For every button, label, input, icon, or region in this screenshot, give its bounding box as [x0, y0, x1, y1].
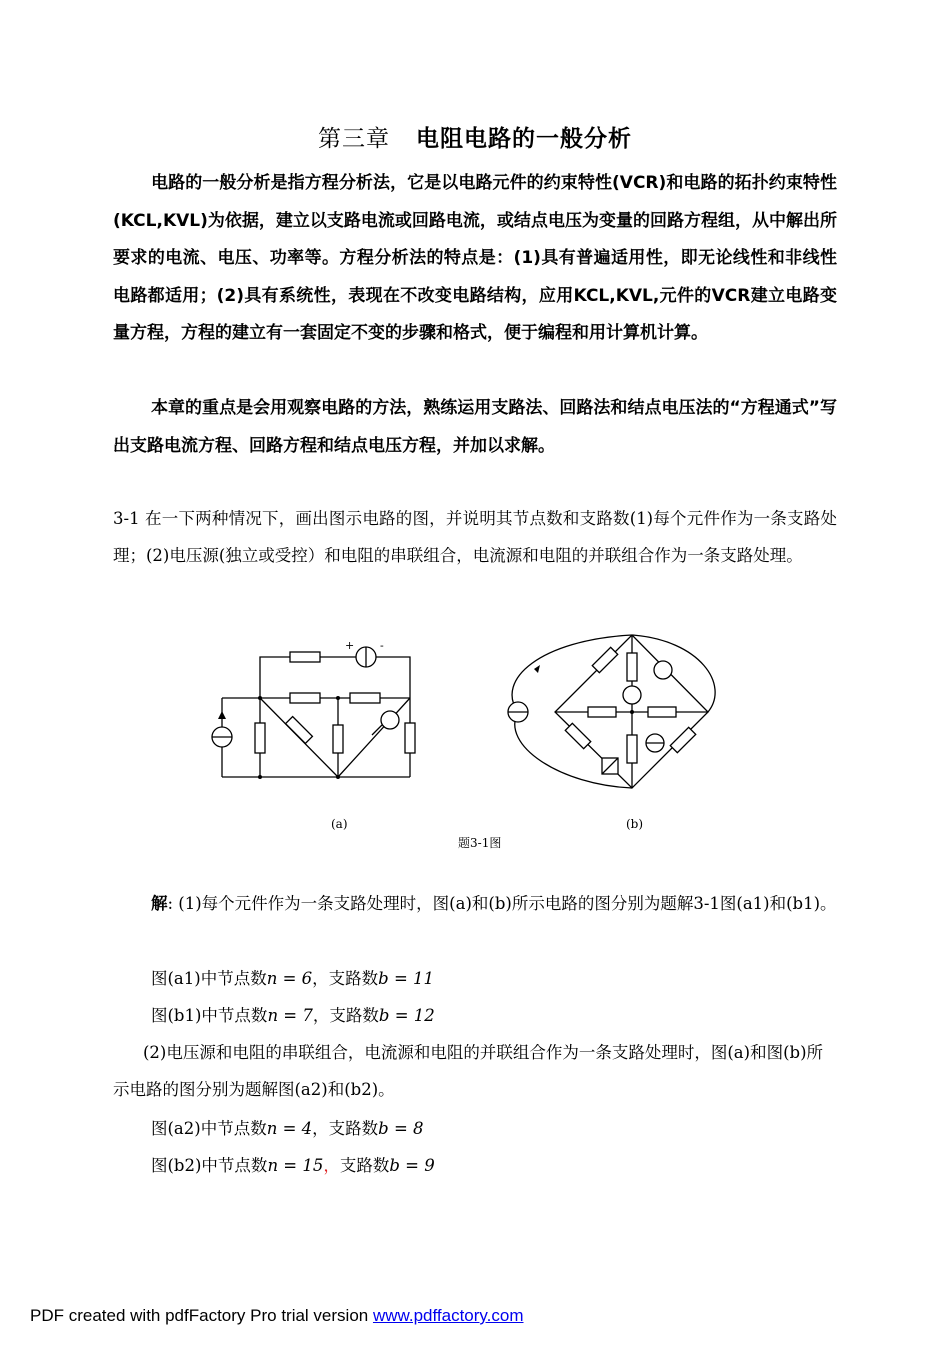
intro-paragraph-2	[113, 390, 837, 465]
circuit-figure	[200, 625, 760, 860]
b1-node-count: n = 7	[267, 1006, 313, 1025]
chapter-title	[0, 120, 950, 153]
footer-link[interactable]: www.pdffactory.com	[372, 1306, 524, 1325]
chapter-label: 第三章	[318, 126, 390, 152]
intro-text-2: 本章的重点是会用观察电路的方法，熟练运用支路法、回路法和结点电压法的“方程通式”写出支路电流方程、回路方程和结点电压方程，并加以求解。	[113, 398, 837, 456]
circuit-b-nodes	[534, 665, 634, 714]
footer-text: PDF created with pdfFactory Pro trial version	[30, 1306, 373, 1325]
intro-paragraph-1	[113, 165, 837, 353]
solution-b2	[113, 1147, 837, 1184]
a1-branch-count: b = 11	[378, 969, 435, 988]
figure-caption: 题3-1图	[458, 836, 502, 850]
circuit-b	[508, 635, 715, 788]
solution-b1	[113, 997, 837, 1034]
a1-mid: ，支路数	[312, 969, 379, 988]
a2-prefix: 图(a2)中节点数	[151, 1119, 267, 1138]
intro-text-1: 电路的一般分析是指方程分析法，它是以电路元件的约束特性(VCR)和电路的拓扑约束特性(KCL,KVL)为依据，建立以支路电流或回路电流，或结点电压为变量的回路方程组，从中解出所要求的电流、电压、功率等。方程分析法的特点是：(1)具有普遍适用性，即无论线性和非线性电路都适用；(2)具有系统性，表现在不改变电路结构，应用KCL,KVL,元件的VCR建立电路变量方程，方程的建立有一套固定不变的步骤和格式，便于编程和用计算机计算。	[113, 173, 837, 343]
b2-branch-count: b = 9	[389, 1156, 435, 1175]
b1-mid: ，支路数	[312, 1006, 379, 1025]
b2-mid2: 支路数	[339, 1156, 390, 1175]
b1-prefix: 图(b1)中节点数	[151, 1006, 268, 1025]
problem-statement: 3-1 在一下两种情况下，画出图示电路的图，并说明其节点数和支路数(1)每个元件作为一条支路处理；(2)电压源(独立或受控）和电阻的串联组合，电流源和电阻的并联组合作为一条支路处理。	[113, 509, 837, 565]
solution-a2	[113, 1110, 837, 1147]
a2-node-count: n = 4	[266, 1119, 313, 1138]
pdf-footer	[30, 1306, 524, 1326]
b2-mid: ，	[323, 1156, 340, 1175]
solution-line-2	[113, 1034, 837, 1108]
solution-line-1	[113, 885, 837, 922]
a1-prefix: 图(a1)中节点数	[151, 969, 267, 988]
b2-node-count: n = 15	[267, 1156, 324, 1175]
label-b: (b)	[626, 817, 644, 831]
solution-text-2: (2)电压源和电阻的串联组合，电流源和电阻的并联组合作为一条支路处理时，图(a)和图(b)所示电路的图分别为题解图(a2)和(b2)。	[113, 1043, 824, 1099]
circuit-a-nodes	[218, 696, 340, 779]
b1-branch-count: b = 12	[378, 1006, 435, 1025]
a2-branch-count: b = 8	[378, 1119, 424, 1138]
a2-mid: ，支路数	[312, 1119, 379, 1138]
solution-a1	[113, 960, 837, 997]
solution-text-1: : (1)每个元件作为一条支路处理时，图(a)和(b)所示电路的图分别为题解3-1图(a1)和(b1)。	[167, 894, 837, 913]
circuit-diagrams	[200, 625, 760, 860]
plus-sign: +	[345, 639, 355, 652]
minus-sign: -	[380, 639, 384, 652]
chapter-name: 电阻电路的一般分析	[416, 126, 632, 152]
a1-node-count: n = 6	[266, 969, 313, 988]
solution-lead: 解	[151, 894, 168, 913]
b2-prefix: 图(b2)中节点数	[151, 1156, 268, 1175]
circuit-a	[212, 647, 415, 777]
label-a: (a)	[331, 817, 348, 831]
